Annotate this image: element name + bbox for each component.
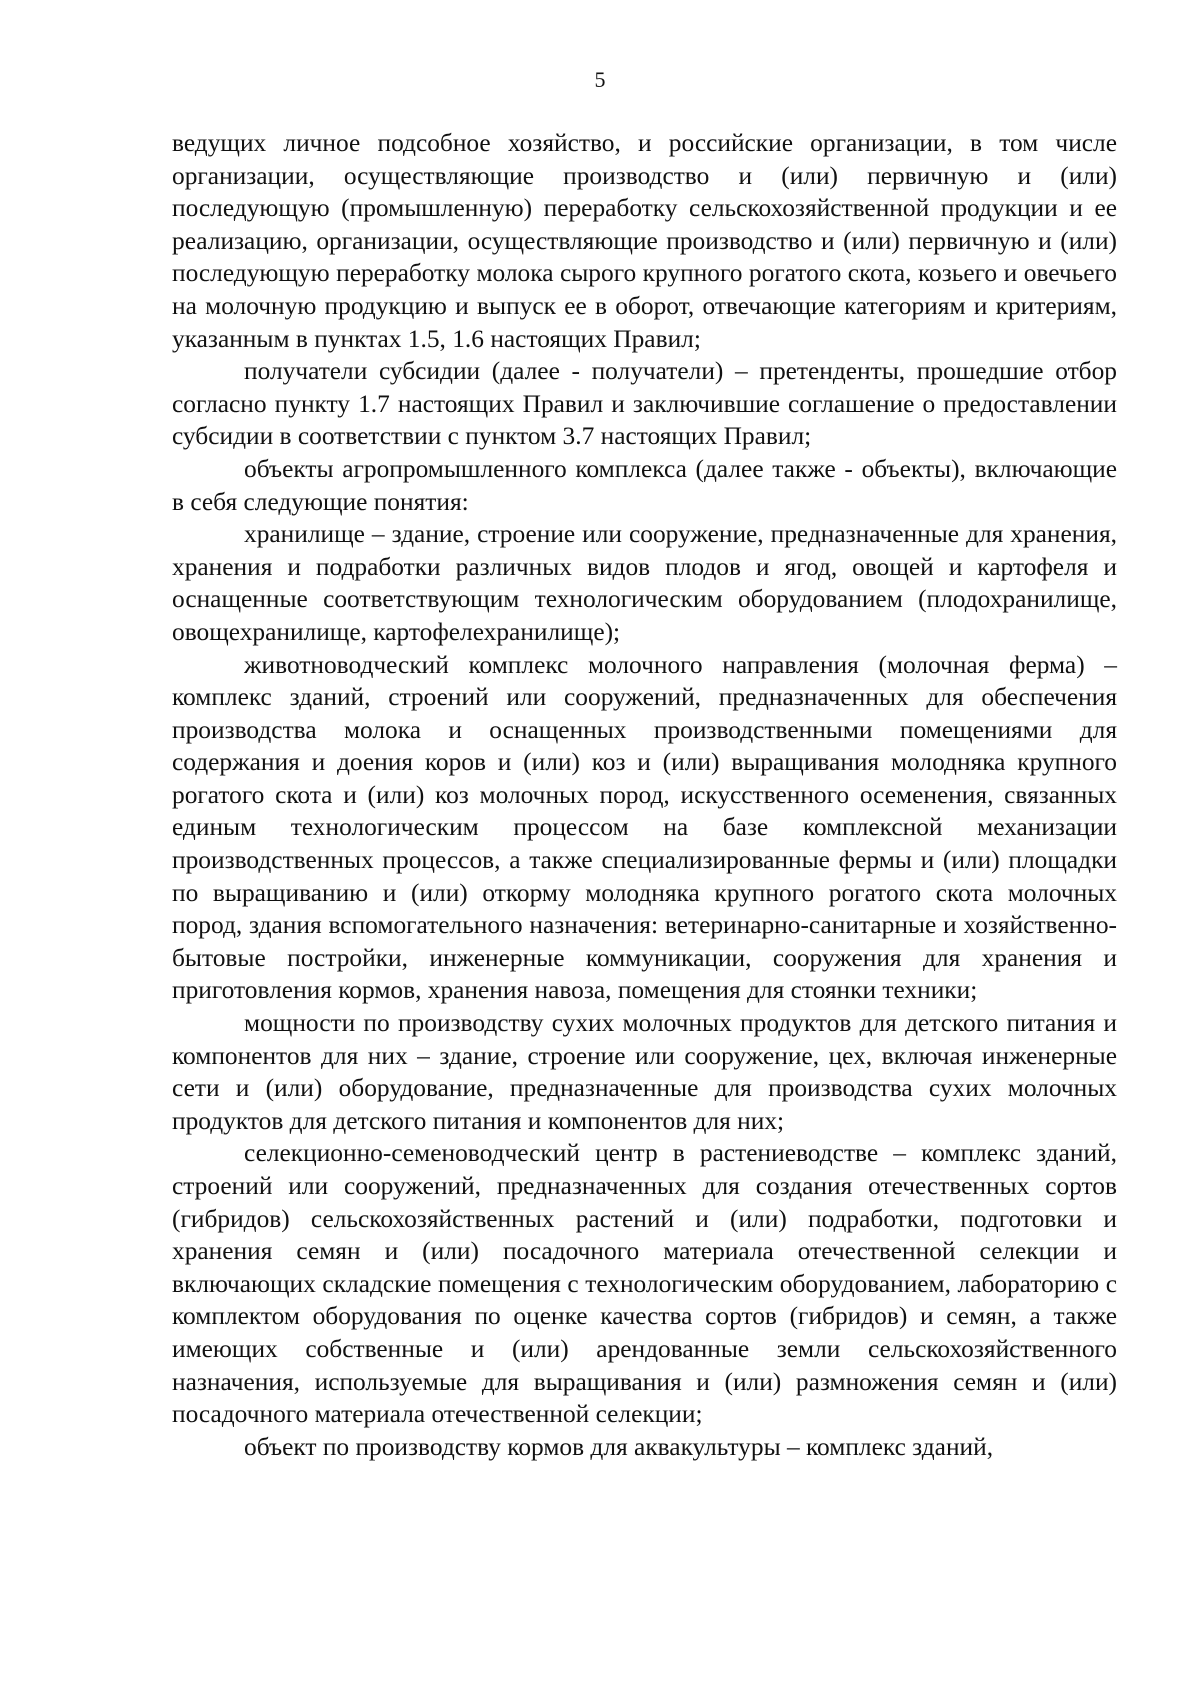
paragraph-recipients-definition: получатели субсидии (далее - получатели) – претенденты, прошедшие отбор согласно пункту 1.7 настоящих Правил и заключившие соглашение о предоставлении субсидии в соответствии с пунктом 3.7 настоящих Правил; — [172, 357, 1117, 451]
paragraph-dairy-complex-definition: животноводческий комплекс молочного направления (молочная ферма) – комплекс зданий, строений или сооружений, предназначенных для обеспечения производства молока и оснащенных производственными помещениями для содержания и доения коров и (или) коз и (или) выращивания молодняка крупного рогатого скота и (или) коз молочных пород, искусственного осеменения, связанных единым технологическим процессом на базе комплексной механизации производственных процессов, а также специализированные фермы и (или) площадки по выращиванию и (или) откорму молодняка крупного рогатого скота молочных пород, здания вспомогательного назначения: ветеринарно-санитарные и хозяйственно-бытовые постройки, инженерные коммуникации, сооружения для хранения и приготовления кормов, хранения навоза, помещения для стоянки техники; — [172, 650, 1117, 1005]
paragraph-agro-objects-definition: объекты агропромышленного комплекса (далее также - объекты), включающие в себя следующие понятия: — [172, 454, 1117, 516]
paragraph-dry-milk-capacity-definition: мощности по производству сухих молочных продуктов для детского питания и компонентов для них – здание, строение или сооружение, цех, включая инженерные сети и (или) оборудование, предназначенные для производства сухих молочных продуктов для детского питания и компонентов для них; — [172, 1009, 1117, 1135]
paragraph-seed-center-definition: селекционно-семеноводческий центр в растениеводстве – комплекс зданий, строений или сооружений, предназначенных для создания отечественных сортов (гибридов) сельскохозяйственных растений и (или) подработки, подготовки и хранения семян и (или) посадочного материала отечественной селекции и включающих складские помещения с технологическим оборудованием, лабораторию с комплектом оборудования по оценке качества сортов (гибридов) и семян, а также имеющих собственные и (или) арендованные земли сельскохозяйственного назначения, используемые для выращивания и (или) размножения семян и (или) посадочного материала отечественной селекции; — [172, 1139, 1117, 1429]
paragraph-aquaculture-feed-definition: объект по производству кормов для аквакультуры – комплекс зданий, — [244, 1432, 994, 1461]
paragraph-storage-definition: хранилище – здание, строение или сооружение, предназначенные для хранения, хранения и подработки различных видов плодов и ягод, овощей и картофеля и оснащенные соответствующим технологическим оборудованием (плодохранилище, овощехранилище, картофелехранилище); — [172, 520, 1117, 646]
page-number: 5 — [594, 67, 606, 92]
document-body — [172, 127, 1117, 1463]
paragraph-continuation: ведущих личное подсобное хозяйство, и российские организации, в том числе организации, осуществляющие производство и (или) первичную и (или) последующую (промышленную) переработку сельскохозяйственной продукции и ее реализацию, организации, осуществляющие производство и (или) первичную и (или) последующую переработку молока сырого крупного рогатого скота, козьего и овечьего на молочную продукцию и выпуск ее в оборот, отвечающие категориям и критериям, указанным в пунктах 1.5, 1.6 настоящих Правил; — [172, 129, 1117, 353]
